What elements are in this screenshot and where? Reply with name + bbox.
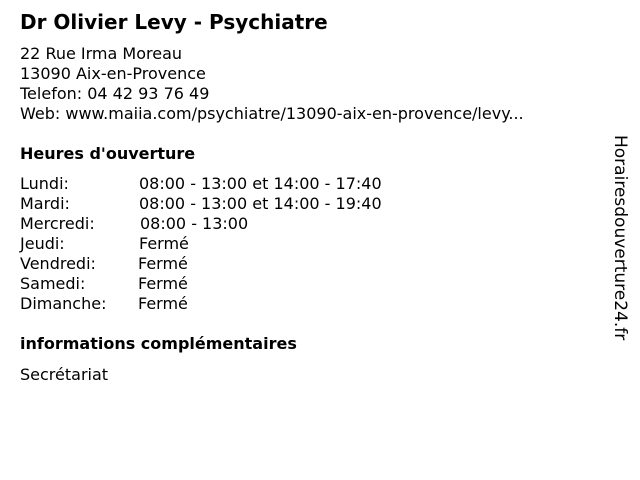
day-label: Jeudi: [20, 234, 65, 253]
site-watermark [612, 135, 632, 343]
hours-value: Fermé [138, 294, 188, 313]
website-link[interactable]: Web: www.maiia.com/psychiatre/13090-aix-en-provence/levy... [20, 104, 524, 123]
watermark-text: Horairesdouverture24.fr [610, 135, 630, 341]
hours-value: Fermé [139, 234, 189, 253]
day-label: Mercredi: [20, 214, 95, 233]
hours-value: 08:00 - 13:00 et 14:00 - 19:40 [139, 194, 382, 213]
hours-value: 08:00 - 13:00 [140, 214, 249, 233]
opening-hours-heading: Heures d'ouverture [20, 144, 196, 163]
hours-value: 08:00 - 13:00 et 14:00 - 17:40 [139, 174, 382, 193]
additional-info-text: Secrétariat [20, 365, 109, 384]
phone-number: Telefon: 04 42 93 76 49 [20, 84, 210, 103]
day-label: Samedi: [20, 274, 86, 293]
day-label: Mardi: [20, 194, 70, 213]
page-title: Dr Olivier Levy - Psychiatre [20, 10, 328, 34]
hours-value: Fermé [138, 274, 188, 293]
address-city: 13090 Aix-en-Provence [20, 64, 206, 83]
additional-info-heading: informations complémentaires [20, 334, 297, 353]
address-street: 22 Rue Irma Moreau [20, 44, 183, 63]
day-label: Vendredi: [20, 254, 96, 273]
day-label: Lundi: [20, 174, 69, 193]
day-label: Dimanche: [20, 294, 107, 313]
hours-value: Fermé [138, 254, 188, 273]
